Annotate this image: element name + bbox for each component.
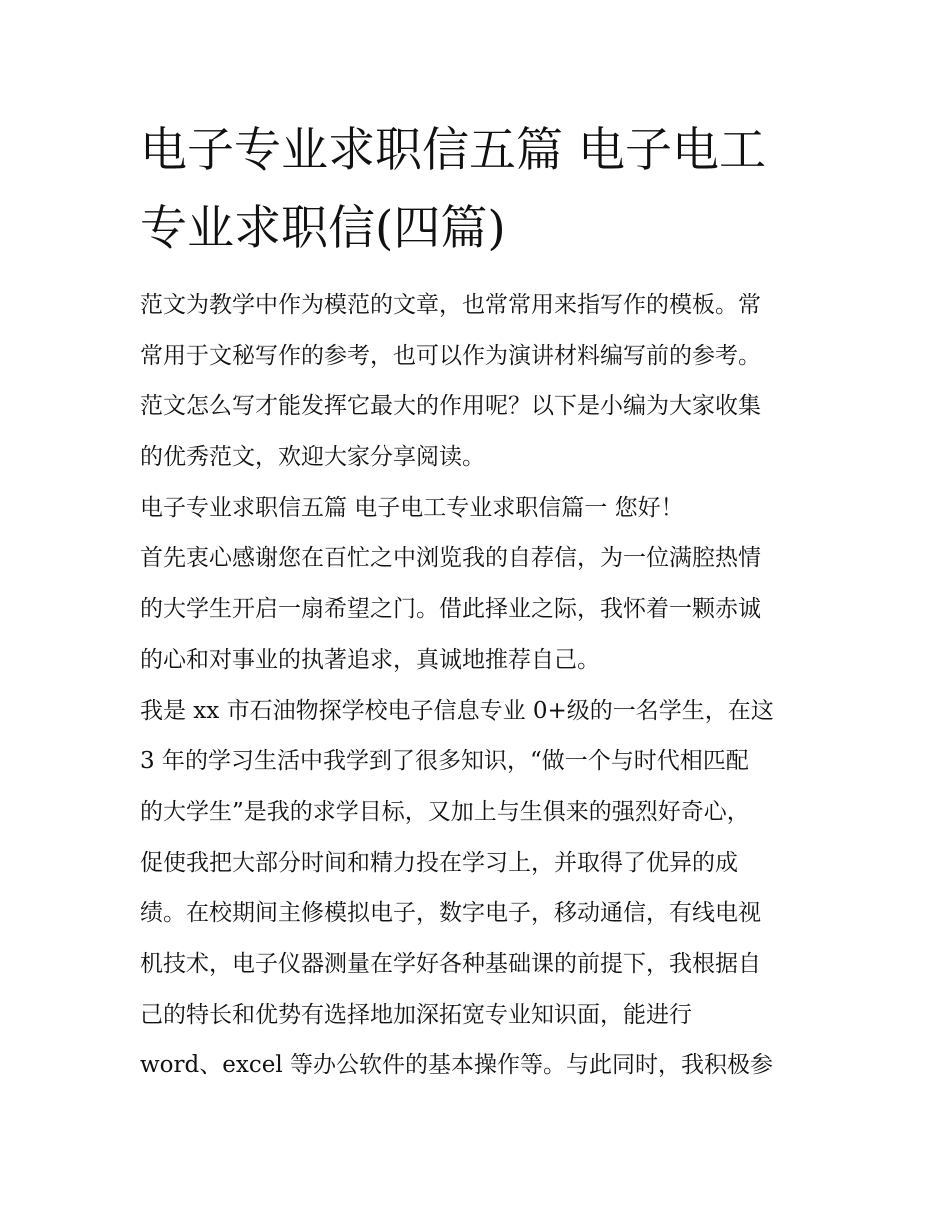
body-line: 我是 xx 市石油物探学校电子信息专业 0+级的一名学生，在这 — [140, 697, 774, 724]
body-line: 促使我把大部分时间和精力投在学习上，并取得了优异的成 — [140, 849, 738, 876]
body-line: 范文为教学中作为模范的文章，也常常用来指写作的模板。常 — [140, 292, 761, 318]
body-line: 首先衷心感谢您在百忙之中浏览我的自荐信，为一位满腔热情 — [140, 545, 761, 572]
body-line: word、excel 等办公软件的基本操作等。与此同时，我积极参 — [140, 1052, 773, 1079]
title-line: 电子专业求职信五篇 电子电工 — [140, 123, 766, 178]
body-line: 电子专业求职信五篇 电子电工专业求职信篇一 您好！ — [140, 494, 684, 521]
body-line: 的心和对事业的执著追求，真诚地推荐自己。 — [140, 646, 600, 673]
body-line: 机技术，电子仪器测量在学好各种基础课的前提下，我根据自 — [140, 950, 761, 977]
document-title — [140, 112, 820, 268]
body-line: 的大学生开启一扇希望之门。借此择业之际，我怀着一颗赤诚 — [140, 596, 761, 623]
document-body — [140, 280, 830, 1091]
body-line: 的大学生”是我的求学目标，又加上与生俱来的强烈好奇心， — [140, 798, 750, 825]
body-line: 己的特长和优势有选择地加深拓宽专业知识面，能进行 — [140, 1001, 692, 1028]
body-line: 3 年的学习生活中我学到了很多知识，“做一个与时代相匹配 — [140, 748, 749, 775]
body-line: 常用于文秘写作的参考，也可以作为演讲材料编写前的参考。 — [140, 342, 761, 369]
body-line: 范文怎么写才能发挥它最大的作用呢？以下是小编为大家收集 — [140, 393, 761, 420]
body-line: 的优秀范文，欢迎大家分享阅读。 — [140, 444, 485, 471]
title-line: 专业求职信(四篇) — [140, 201, 506, 256]
body-line: 绩。在校期间主修模拟电子，数字电子，移动通信，有线电视 — [140, 900, 761, 927]
